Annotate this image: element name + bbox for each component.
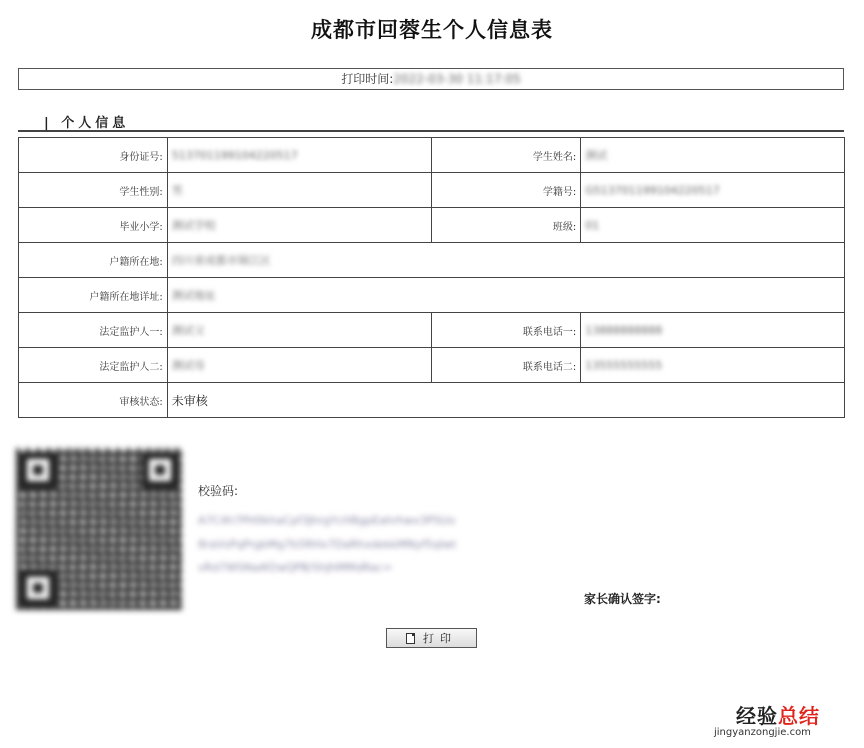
watermark-brand-a: 经验: [736, 704, 778, 728]
table-row: [19, 348, 845, 383]
table-row: [19, 383, 845, 418]
watermark-brand: [736, 700, 820, 729]
table-row: [19, 138, 845, 173]
print-button[interactable]: [386, 628, 477, 648]
primary-school-value: 测试学校: [167, 208, 432, 243]
verify-code-label: 校验码:: [198, 484, 239, 498]
section-title: | 个人信息: [44, 116, 130, 131]
section-title-text: 个人信息: [61, 116, 130, 131]
parent-signature-label: 家长确认签字:: [584, 592, 661, 606]
qr-finder-pattern: [142, 452, 178, 488]
guardian-two-label: 法定监护人二:: [19, 348, 168, 383]
print-time-value: 2022-03-30 11:17:05: [393, 72, 521, 86]
class-label: 班级:: [432, 208, 581, 243]
document-icon: [406, 633, 415, 644]
class-value: 01: [581, 208, 845, 243]
print-button-label: 打印: [423, 632, 457, 645]
household-address-label: 户籍所在地详址:: [19, 278, 168, 313]
verify-code-line: vRd7WSNaAf2wQPB/ShJhMMdRac=: [198, 561, 393, 574]
phone-one-value: 13888888888: [581, 313, 845, 348]
gender-value: 男: [167, 173, 432, 208]
print-time-bar: [18, 68, 844, 90]
personal-info-table: [18, 137, 845, 418]
verify-code-line: A7C4h7PH0khaCpf3JhrgYcH8gpEahrhwx3PSUo: [198, 514, 456, 527]
watermark-brand-b: 总结: [778, 704, 820, 728]
table-row: [19, 173, 845, 208]
qr-finder-pattern: [20, 452, 56, 488]
student-name-label: 学生姓名:: [432, 138, 581, 173]
student-name-value: 测试: [581, 138, 845, 173]
student-number-value: G513701199104220517: [581, 173, 845, 208]
guardian-one-label: 法定监护人一:: [19, 313, 168, 348]
student-number-label: 学籍号:: [432, 173, 581, 208]
section-header: [18, 112, 844, 132]
review-status-value: 未审核: [167, 383, 844, 418]
verify-code-line: 8raVsPqPrgbMg7b5RHx7DaRhxdekkMNyf5qIwt: [198, 538, 457, 551]
gender-label: 学生性别:: [19, 173, 168, 208]
household-label: 户籍所在地:: [19, 243, 168, 278]
id-number-value: 513701199104220517: [167, 138, 432, 173]
print-time-label: 打印时间:: [341, 72, 394, 86]
household-address-value: 测试地址: [167, 278, 844, 313]
id-number-label: 身份证号:: [19, 138, 168, 173]
primary-school-label: 毕业小学:: [19, 208, 168, 243]
household-value: 四川省成都市锦江区: [167, 243, 844, 278]
phone-two-label: 联系电话二:: [432, 348, 581, 383]
review-status-label: 审核状态:: [19, 383, 168, 418]
guardian-two-value: 测试母: [167, 348, 432, 383]
table-row: [19, 208, 845, 243]
table-row: [19, 243, 845, 278]
phone-two-value: 13555555555: [581, 348, 845, 383]
watermark-site: jingyanzongjie.com: [714, 727, 811, 738]
table-row: [19, 278, 845, 313]
qr-finder-pattern: [20, 570, 56, 606]
page-title: 成都市回蓉生个人信息表: [311, 18, 553, 42]
guardian-one-value: 测试父: [167, 313, 432, 348]
table-row: [19, 313, 845, 348]
qr-code: [16, 448, 182, 610]
phone-one-label: 联系电话一:: [432, 313, 581, 348]
